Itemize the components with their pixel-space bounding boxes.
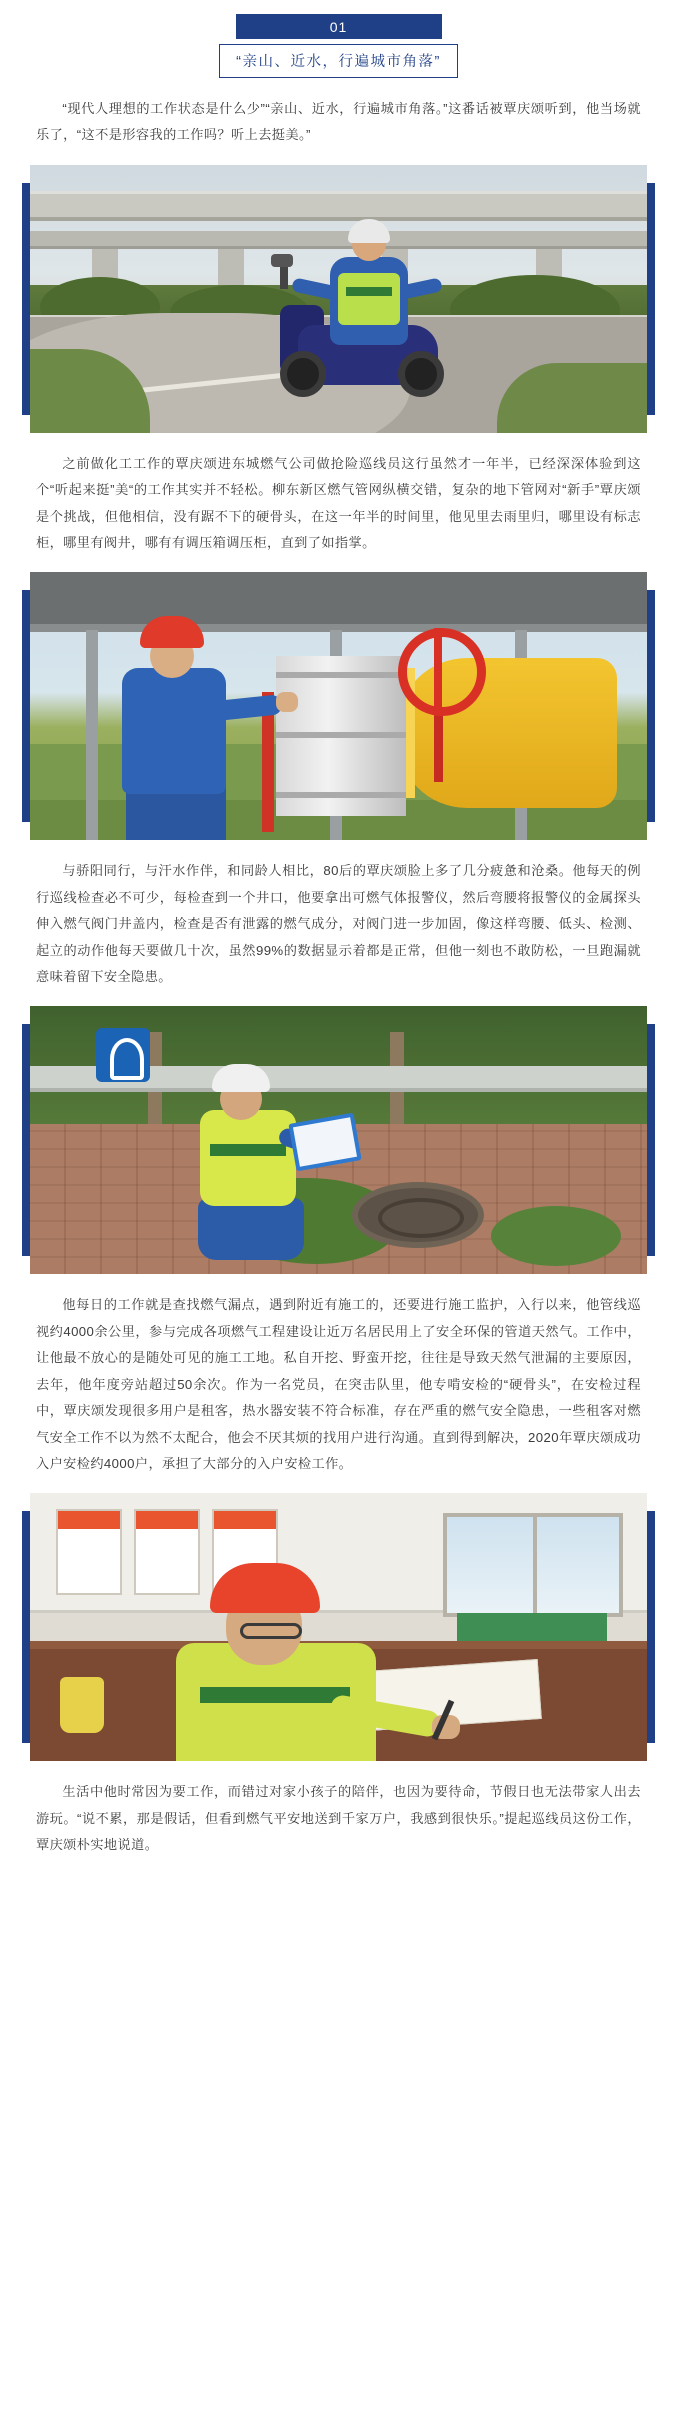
photo-block-1	[0, 165, 677, 433]
article-header	[0, 14, 677, 78]
paragraph-1: “现代人理想的工作状态是什么少”“亲山、近水，行遍城市角落。”这番话被覃庆颂听到，他当场就乐了，“这不是形容我的工作吗？听上去挺美。”	[36, 101, 641, 143]
photo-block-4	[0, 1493, 677, 1761]
section-title: “亲山、近水，行遍城市角落”	[219, 44, 458, 78]
photo-valve-inspection	[30, 572, 647, 840]
bottom-spacer	[0, 1875, 677, 1885]
paragraph-4: 他每日的工作就是查找燃气漏点，遇到附近有施工的，还要进行施工监护，入行以来，他管线巡视约4000余公里，参与完成各项燃气工程建设让近万名居民用上了安全环保的管道天然气。工作中，让他最不放心的是随处可见的施工工地。私自开挖、野蛮开挖，往往是导致天然气泄漏的主要原因，去年，他年度旁站超过50余次。作为一名党员，在突击队里，他专啃安检的“硬骨头”，在安检过程中，覃庆颂发现很多用户是租客，热水器安装不符合标准，存在严重的燃气安全隐患，一些租客对燃气安全工作不以为然不太配合，他会不厌其烦的找用户进行沟通。直到得到解决，2020年覃庆颂成功入户安检约4000户，承担了大部分的入户安检工作。	[36, 1297, 641, 1471]
photo-desk-record	[30, 1493, 647, 1761]
paragraph-5: 生活中他时常因为要工作，而错过对家小孩子的陪伴，也因为要待命，节假日也无法带家人出去游玩。“说不累，那是假话，但看到燃气平安地送到千家万户，我感到很快乐。”提起巡线员这份工作，覃庆颂朴实地说道。	[36, 1784, 641, 1853]
photo-block-2	[0, 572, 677, 840]
photo-manhole-check	[30, 1006, 647, 1274]
paragraph-2: 之前做化工工作的覃庆颂进东城燃气公司做抢险巡线员这行虽然才一年半，已经深深体验到这个“听起来挺”美“的工作其实并不轻松。柳东新区燃气管网纵横交错，复杂的地下管网对“新手”覃庆颂是个挑战，但他相信，没有踞不下的硬骨头，在这一年半的时间里，他见里去雨里归，哪里设有标志柜，哪里有阀井，哪有有调压箱调压柜，直到了如指掌。	[36, 455, 641, 551]
section-number-badge: 01	[236, 14, 442, 39]
paragraph-3: 与骄阳同行，与汗水作伴，和同龄人相比，80后的覃庆颂脸上多了几分疲惫和沧桑。他每天的例行巡线检查必不可少，每检查到一个井口，他要拿出可燃气体报警仪，然后弯腰将报警仪的金属探头伸入燃气阀门井盖内，检查是否有泄露的燃气成分，对阀门进一步加固，像这样弯腰、低头、检测、起立的动作他每天要做几十次，虽然99%的数据显示着都是正常，但他一刻也不敢防松，一旦跑漏就意味着留下安全隐患。	[36, 863, 641, 985]
photo-scooter-patrol	[30, 165, 647, 433]
section-title-wrap	[219, 44, 458, 78]
photo-block-3	[0, 1006, 677, 1274]
